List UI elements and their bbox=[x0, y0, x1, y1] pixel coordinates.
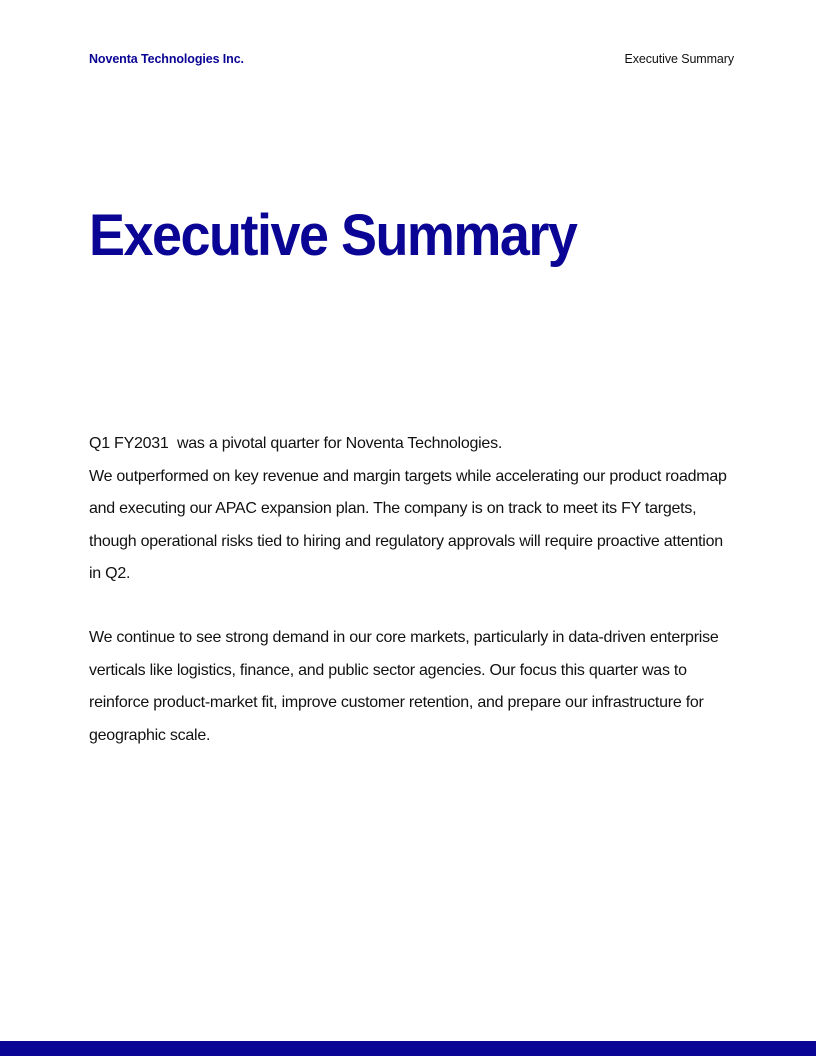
paragraph-2-body: We continue to see strong demand in our core markets, particularly in data-driven enterprise verticals like logistics, finance, and public sector agencies. Our focus this quarter was to reinforce product-market fit, improve customer retention, and prepare our infrastructure for geographic scale. bbox=[89, 629, 723, 744]
section-label: Executive Summary bbox=[624, 52, 734, 66]
paragraph-1-intro-line: Q1 FY2031 was a pivotal quarter for Noventa Technologies. bbox=[89, 435, 503, 452]
summary-paragraph-2 bbox=[89, 622, 729, 752]
page-title: Executive Summary bbox=[89, 203, 577, 268]
company-name: Noventa Technologies Inc. bbox=[89, 52, 244, 66]
footer-accent-bar bbox=[0, 1041, 816, 1056]
paragraph-1-body: We outperformed on key revenue and margin targets while accelerating our product roadmap and executing our APAC expansion plan. The company is on track to meet its FY targets, though operational risks tied to hiring and regulatory approvals will require proactive attention in Q2. bbox=[89, 467, 731, 583]
summary-paragraph-1 bbox=[89, 428, 729, 591]
